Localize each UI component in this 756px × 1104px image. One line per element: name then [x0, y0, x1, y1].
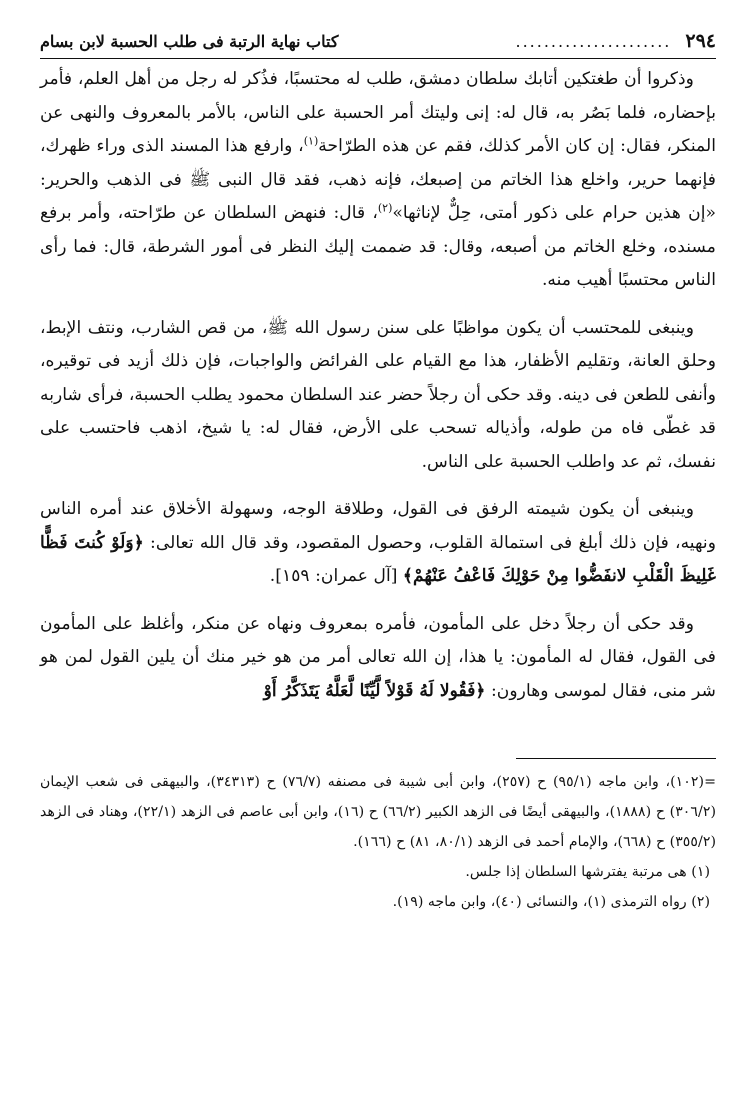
paragraph-1-part-c: ، قال: فنهض السلطان عن طرّاحته، وأمر برفع مسنده، وخلع الخاتم من أصبعه، وقال: قد ضممت إليك النظر فى أمور الشرطة، قال: فما رأى الناس محتسبًا أهيب منه. [40, 203, 716, 290]
paragraph-2: وينبغى للمحتسب أن يكون مواظبًا على سنن رسول الله ﷺ، من قص الشارب، ونتف الإبط، وحلق العانة، وتقليم الأظفار، هذا مع القيام على الفرائض والواجبات، فإن ذلك أزيد فى توقيره، وأنفى للطعن فى دينه. وقد حكى أن رجلاً حضر عند السلطان محمود يطلب الحسبة، فرأى شاربه قد غطّى فاه من طوله، وأذياله تسحب على الأرض، فقال له: يا شيخ، اذهب فاحتسب على نفسك، ثم عد واطلب الحسبة على الناس. [40, 317, 716, 472]
main-text [40, 63, 716, 708]
paragraph-3 [40, 493, 716, 594]
paragraph-1 [40, 63, 716, 298]
page-number: ٢٩٤ [685, 30, 716, 52]
quran-verse-2: ﴿فَقُولا لَهُ قَوْلاً لَّيِّنًا لَّعَلَّهُ يَتَذَكَّرُ أَوْ [263, 680, 486, 701]
footnote-1: (١) هى مرتبة يفترشها السلطان إذا جلس. [465, 864, 710, 880]
footnote-2: (٢) رواه الترمذى (١)، والنسائى (٤٠)، وابن ماجه (١٩). [392, 894, 710, 910]
footnote-mark-1: (١) [303, 134, 319, 148]
verse-1-reference: [آل عمران: ١٥٩]. [269, 566, 403, 586]
running-header [40, 30, 716, 59]
footnote-mark-2: (٢) [377, 201, 393, 215]
quran-verse-1: ﴿وَلَوْ كُنتَ فَظًّا غَلِيظَ الْقَلْبِ لانفَضُّوا مِنْ حَوْلِكَ فَاعْفُ عَنْهُمْ﴾ [40, 532, 716, 586]
paragraph-4-part-a: وقد حكى أن رجلاً دخل على المأمون، فأمره بمعروف ونهاه عن منكر، وأغلظ على المأمون فى القول، فقال له المأمون: يا هذا، إن الله تعالى أمر من هو خير منك أن يلين القول لمن هو شر منى، فقال لموسى وهارون: [40, 613, 716, 701]
footnote-divider [516, 758, 716, 759]
paragraph-3-part-a: وينبغى أن يكون شيمته الرفق فى القول، وطلاقة الوجه، وسهولة الأخلاق عند أمره الناس ونهيه، فإن ذلك أبلغ فى استمالة القلوب، وحصول المقصود، وقد قال الله تعالى: [40, 499, 716, 553]
paragraph-1-part-b: ، وارفع هذا المسند الذى وراء ظهرك، فإنهما حرير، واخلع هذا الخاتم من إصبعك، فإنه ذهب، فقد قال النبى ﷺ فى الذهب والحرير: «إن هذين حرام على ذكور أمتى، حِلٌّ لإناثها» [40, 136, 716, 223]
footnotes [40, 767, 716, 917]
paragraph-4 [40, 608, 716, 709]
header-leader-dots: ...................... [515, 32, 672, 51]
footnote-continuation: =(١٠٢)، وابن ماجه (٩٥/١) ح (٢٥٧)، وابن أبى شيبة فى مصنفه (٧٦/٧) ح (٣٤٣١٣)، والبيهقى فى شعب الإيمان (٣٠٦/٢) ح (١٨٨٨)، والبيهقى أيضًا فى الزهد الكبير (٦٦/٢) ح (١٦)، وابن أبى عاصم فى الزهد (٢٢/١)، وهناد فى الزهد (٣٥٥/٢) ح (٦٦٨)، والإمام أحمد فى الزهد (٨٠/١، ٨١) ح (١٦٦). [40, 774, 716, 850]
paragraph-1-part-a: وذكروا أن طغتكين أتابك سلطان دمشق، طلب له محتسبًا، فذُكر له رجل من أهل العلم، فأمر بإحضاره، فلما بَصُر به، قال له: إنى وليتك أمر الحسبة على الناس، بالأمر بالمعروف والنهى عن المنكر، فقال: إن كان الأمر كذلك، فقم عن هذه الطرّاحة [40, 69, 716, 156]
book-page [40, 30, 716, 1084]
book-title: كتاب نهاية الرتبة فى طلب الحسبة لابن بسام [40, 32, 339, 51]
